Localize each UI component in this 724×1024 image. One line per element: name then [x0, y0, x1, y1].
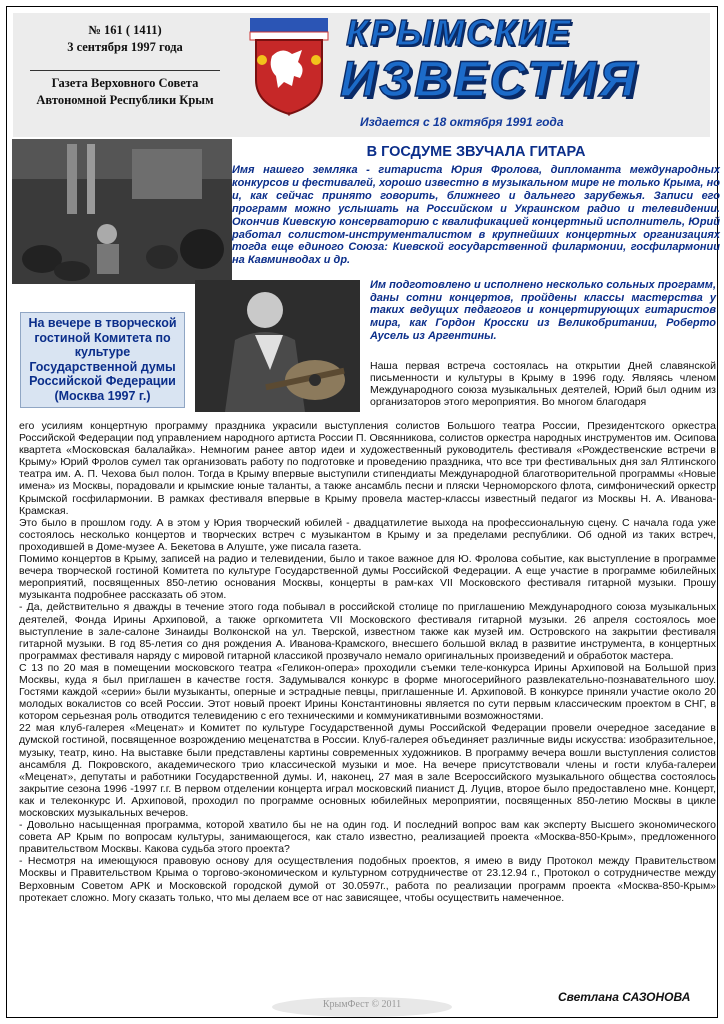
issue-date: 3 сентября 1997 года — [67, 40, 183, 54]
author-signature: Светлана САЗОНОВА — [558, 990, 691, 1004]
photo-caption: На вечере в творческой гостиной Комитета по культуре Государственной думы Российской Федерации (Москва 1997 г.) — [20, 312, 185, 408]
issue-number: № 161 ( 1411) — [88, 23, 162, 37]
description-line-2: Автономной Республики Крым — [36, 93, 214, 107]
article-headline: В ГОСДУМЕ ЗВУЧАЛА ГИТАРА — [366, 144, 586, 160]
article-body-top: Наша первая встреча состоялась на открытии Дней славянской письменности и культуры в Крыму в 1996 году. Являясь членом Международного союза музыкальных деятелей, Юрий был одним из организаторов этого мероприятия. Во многом благодаря — [370, 360, 716, 409]
article-lead: Имя нашего земляка - гитариста Юрия Фролова, дипломанта международных конкурсов и фестивалей, хорошо известно в музыкальном мире не только Крыма, но и, как сейчас принято говорить, ближнего и дальнего зарубежья. Записи его программ можно услышать на Российском и Украинском радио и телевидении. Окончив Киевскую консерваторию с квалификацией концертный исполнитель, Юрий работал солистом-инструменталистом в крупнейших концертных организациях тогда еще единого Союза: Киевской государственной филармонии, госфилармонии на Кавминводах и др. — [232, 164, 720, 267]
newspaper-title-top: КРЫМСКИЕ — [346, 12, 573, 53]
newspaper-title-bottom: ИЗВЕСТИЯ — [340, 51, 639, 107]
concert-hall-photo — [12, 139, 232, 284]
crimea-emblem-icon — [248, 16, 330, 116]
newspaper-description — [20, 75, 230, 109]
footer-text: КрымФест © 2011 — [322, 999, 402, 1010]
article-body: его усилиям концертную программу праздника украсили выступления солистов Большого театра России, Президентского оркестра Российской Федерации под управлением народного артиста России П. Овсянникова, солистов оркестра народных инструментов им. Осипова квартета «Московская балалайка». Немногим ранее автор идеи и художественный руководитель фестиваля «Рождественские встречи в Крыму» Юрий Фролов сумел так организовать работу по подготовке и проведению праздника, что все три фестивальных дня зал Ялтинского театра им. А. П. Чехова был полон. Тогда в Крыму впервые выступили стипендиаты Международной благотворительной программы «Новые имена» из Москвы, порадовали и крымские юные таланты, а также ансамбль песни и пляски Черноморского флота, симфонический оркестр Крымской госфилармонии. В рамках фестиваля впервые в Крыму провела мастер-классы известный педагог из Москвы Н. А. Иванова-Крамская. Это было в прошлом году. А в этом у Юрия творческий юбилей - двадцатилетие выхода на профессиональную сцену. С начала года уже состоялось несколько концертов и творческих встреч с музыкантом в Крыму и за пределами республики. Об одной из таких встреч, проходившей в Доме-музее А. Бекетова в Алуште, уже писала газета. Помимо концертов в Крыму, записей на радио и телевидении, было и такое важное для Ю. Фролова событие, как выступление в программе вечера творческой гостиной Комитета по культуре Государственной думы Российской Федерации. А еще участие в программе юбилейных мероприятий, посвященных 850-летию основания Москвы, концерты в рам-ках VII Московского фестиваля гитарной музыки. Прошу музыканта подробнее рассказать об этом. - Да, действительно я дважды в течение этого года побывал в российской столице по приглашению Международного союза музыкальных деятелей, Фонда Ирины Архиповой, а также оргкомитета VII Московского фестиваля гитарной музыки. 26 апреля состоялось мое выступление в зале-салоне Зинаиды Волконской на ул. Тверской, известном также как музей им. Островского на закрытии фестиваля гитарной музыки. В год 85-летия со дня рождения А. Иванова-Крамского, внесшего большой вклад в развитие инструмента, в концертных программах фестиваля наряду с мировой гитарной классикой прозвучало немало оригинальных произведений и обработок мастера. С 13 по 20 мая в помещении московского театра «Геликон-опера» проходили съемки теле-конкурса Ирины Архиповой на Большой приз Москвы, куда я был приглашен в качестве гостя. Задумывался конкурс в форме многосерийного развлекательно-познавательного шоу. Гостями каждой «серии» были музыканты, оперные и эстрадные певцы, приглашенные И. Архиповой. В конкурсе приняли участие около 20 молодых вокалистов со всей России. Этот новый проект Ирины Константиновны является по сути первым классическим проектом в СНГ, в котором серьезная роль отводится телевидению с его техническими и коммуникативными возможностями. 22 мая клуб-галерея «Меценат» и Комитет по культуре Государственной думы Российской Федерации провели очередное заседание в думской гостиной, посвященное возрождению меценатства в России. Клуб-галерея объединяет различные виды искусства: изобразительное, музыку, театр, кино. На выставке были представлены картины современных художников. В программу вечера вошли выступления солистов ансамбля Д. Покровского, академического трио классической музыки и мое. На вечере присутствовали члены и гости клуба-галереи «Меценат», депутаты и работники Государственной думы. И, наконец, 27 мая в зале Всероссийского музыкального общества состоялось закрытие сезона 1996 -1997 г.г. В первом отделении концерта играл московский пианист Д. Луцив, второе было предоставлено мне. Концерт, как и телеконкурс И. Архиповой, проходил по программе основных юбилейных мероприятии, посвященных 850-летию Москвы в цикле московских музыкальных вечеров. - Довольно насыщенная программа, которой хватило бы не на один год. И последний вопрос вам как эксперту Высшего экономического совета АР Крым по вопросам культуры, занимающегося, как стало известно, реализацией проекта «Москва-850-Крым», предложенного правительством Москвы. Какова судьба этого проекта? - Несмотря на имеющуюся правовую основу для осуществления подобных проектов, я имею в виду Протокол между Правительством Москвы и Правительством Крыма о торгово-экономическом и культурном сотрудничестве от 23.12.94 г., Протокол о сотрудничестве между Верховным Советом АРК и Московской городской думой от 30.0597г., работа по реализации программ проекта «Москва-850-Крым» протекает сложно. Могу сказать только, что мы делаем все от нас зависящее, чтобы осуществить намеченное. — [19, 420, 716, 904]
guitarist-photo — [195, 280, 360, 412]
description-line-1: Газета Верховного Совета — [51, 76, 199, 90]
issue-info — [20, 22, 230, 56]
divider — [30, 70, 220, 71]
since-line: Издается с 18 октября 1991 года — [360, 115, 564, 129]
article-lead-2: Им подготовлено и исполнено несколько сольных программ, даны сотни концертов, пройдены классы мастерства у таких ведущих педагогов и концертирующих гитаристов мира, как Гордон Кросски из Великобритании, Роберто Аусель из Аргентины. — [370, 279, 716, 342]
